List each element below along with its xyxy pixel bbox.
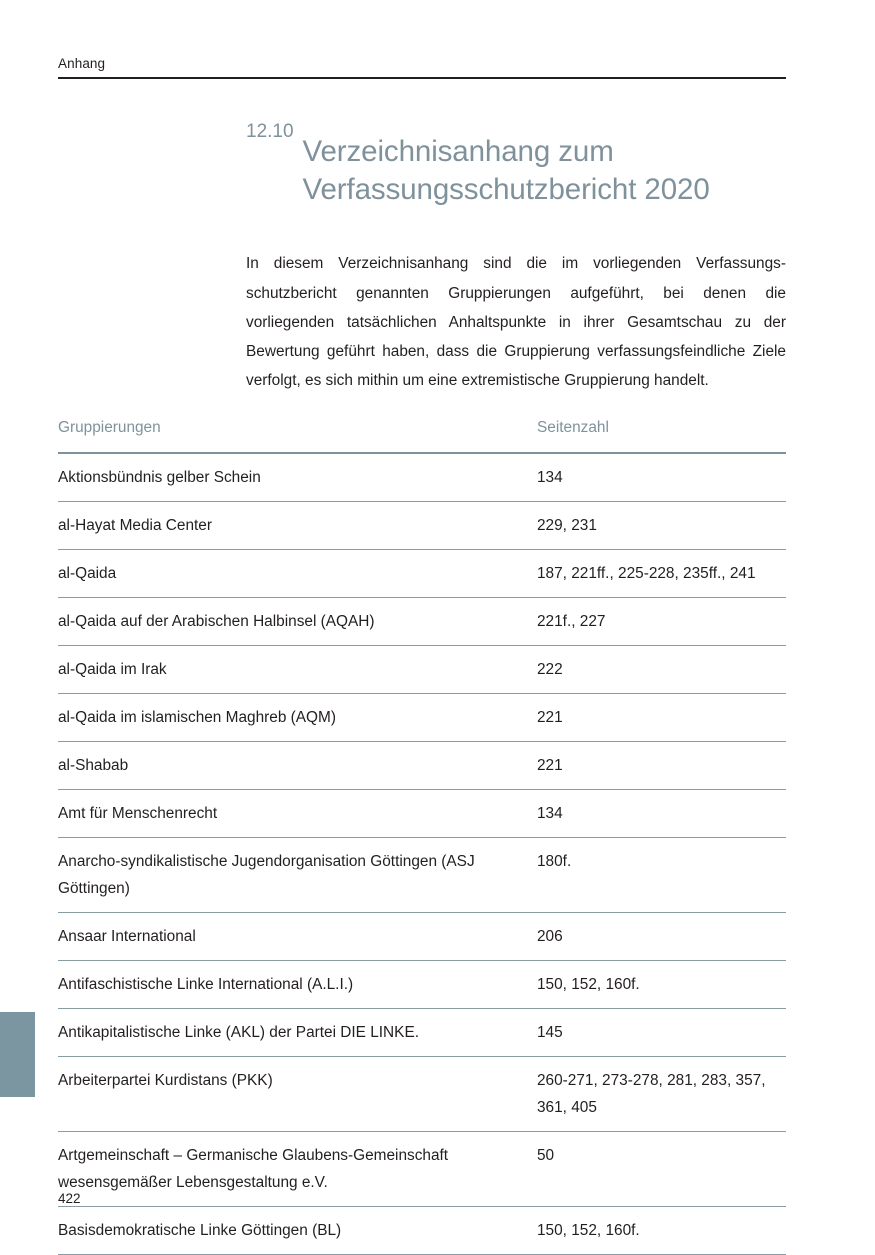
table-row xyxy=(58,913,786,961)
intro-paragraph: In diesem Verzeichnisanhang sind die im vorliegenden Verfassungsschutzbericht genannten Gruppierungen aufgeführt, bei denen die vorliegenden tatsächlichen Anhaltspunkte in ihrer Gesamtschau zu der Bewertung geführt haben, dass die Gruppierung verfassungsfeindliche Ziele verfolgt, es sich mithin um eine extremistische Gruppierung handelt. xyxy=(246,255,786,390)
cell-grouping-name: Basisdemokratische Linke Göttingen (BL) xyxy=(58,1207,537,1255)
table-row xyxy=(58,453,786,502)
cell-page-numbers: 221 xyxy=(537,694,786,742)
cell-page-numbers: 180f. xyxy=(537,838,786,913)
page-title-line-2: Verfassungsschutzbericht 2020 xyxy=(302,172,710,206)
table-row xyxy=(58,694,786,742)
edge-tab-marker xyxy=(0,1012,35,1097)
cell-page-numbers: 260-271, 273-278, 281, 283, 357, 361, 405 xyxy=(537,1057,786,1132)
table-body xyxy=(58,453,786,1255)
section-title xyxy=(246,113,786,229)
cell-page-numbers: 50 xyxy=(537,1132,786,1207)
cell-grouping-name: al-Hayat Media Center xyxy=(58,502,537,550)
table-row xyxy=(58,502,786,550)
table-header-row xyxy=(58,418,786,453)
cell-page-numbers: 222 xyxy=(537,646,786,694)
cell-page-numbers: 221f., 227 xyxy=(537,598,786,646)
cell-grouping-name: Anarcho-syndikalistische Jugendorganisation Göttingen (ASJ Göttingen) xyxy=(58,838,537,913)
cell-page-numbers: 134 xyxy=(537,453,786,502)
table-header xyxy=(58,418,786,453)
column-header-groupings: Gruppierungen xyxy=(58,419,161,436)
cell-grouping-name: Aktionsbündnis gelber Schein xyxy=(58,453,537,502)
table-row xyxy=(58,1132,786,1207)
running-head-rule xyxy=(58,77,786,79)
running-head-label: Anhang xyxy=(58,56,106,71)
table-row xyxy=(58,742,786,790)
cell-grouping-name: Ansaar International xyxy=(58,913,537,961)
table-row xyxy=(58,961,786,1009)
page-number: 422 xyxy=(58,1191,81,1206)
cell-grouping-name: al-Qaida im Irak xyxy=(58,646,537,694)
section-number: 12.10 xyxy=(246,121,294,142)
table-row xyxy=(58,598,786,646)
table-row xyxy=(58,550,786,598)
cell-grouping-name: al-Qaida auf der Arabischen Halbinsel (AQAH) xyxy=(58,598,537,646)
page-title xyxy=(303,133,710,209)
cell-grouping-name: al-Qaida im islamischen Maghreb (AQM) xyxy=(58,694,537,742)
cell-page-numbers: 206 xyxy=(537,913,786,961)
cell-grouping-name: Antikapitalistische Linke (AKL) der Partei DIE LINKE. xyxy=(58,1009,537,1057)
page-title-line-1: Verzeichnisanhang zum xyxy=(302,134,614,168)
cell-page-numbers: 150, 152, 160f. xyxy=(537,961,786,1009)
cell-page-numbers: 221 xyxy=(537,742,786,790)
cell-grouping-name: Artgemeinschaft – Germanische Glaubens-Gemeinschaft wesensgemäßer Lebensgestaltung e.V. xyxy=(58,1132,537,1207)
cell-page-numbers: 134 xyxy=(537,790,786,838)
cell-grouping-name: Amt für Menschenrecht xyxy=(58,790,537,838)
table-row xyxy=(58,1207,786,1255)
cell-grouping-name: al-Shabab xyxy=(58,742,537,790)
cell-page-numbers: 229, 231 xyxy=(537,502,786,550)
table-row xyxy=(58,1057,786,1132)
cell-grouping-name: Arbeiterpartei Kurdistans (PKK) xyxy=(58,1057,537,1132)
cell-grouping-name: Antifaschistische Linke International (A.L.I.) xyxy=(58,961,537,1009)
table-row xyxy=(58,838,786,913)
cell-page-numbers: 150, 152, 160f. xyxy=(537,1207,786,1255)
cell-page-numbers: 145 xyxy=(537,1009,786,1057)
table-row xyxy=(58,1009,786,1057)
cell-grouping-name: al-Qaida xyxy=(58,550,537,598)
table-row xyxy=(58,646,786,694)
groupings-index-table xyxy=(58,418,786,1255)
running-head xyxy=(58,55,786,79)
cell-page-numbers: 187, 221ff., 225-228, 235ff., 241 xyxy=(537,550,786,598)
table-row xyxy=(58,790,786,838)
column-header-pages: Seitenzahl xyxy=(537,419,609,436)
